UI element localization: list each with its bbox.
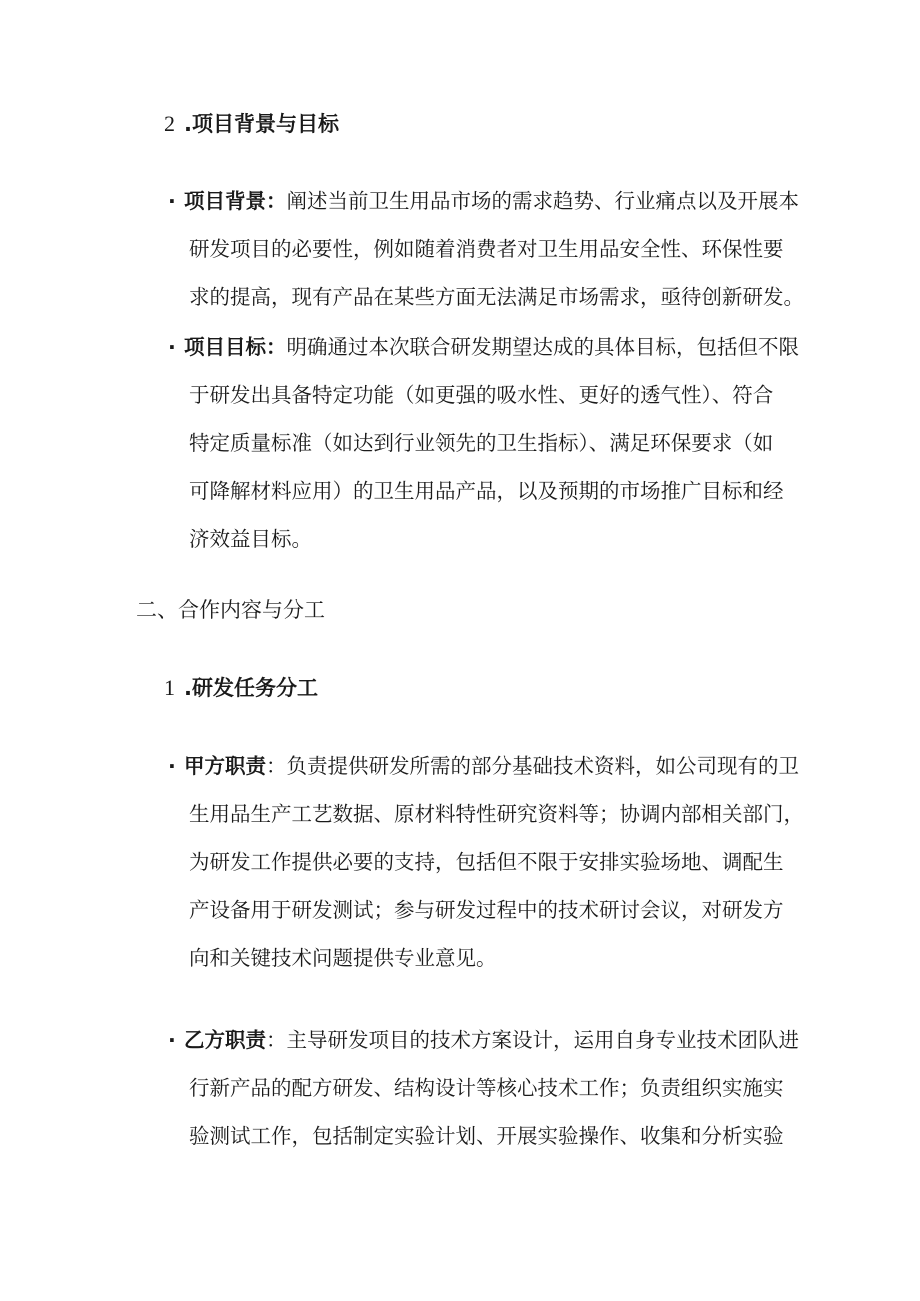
bullet-line: 验测试工作，包括制定实验计划、开展实验操作、收集和分析实验: [189, 1124, 784, 1148]
bullet-line: 研发项目的必要性，例如随着消费者对卫生用品安全性、环保性要: [189, 237, 784, 261]
heading-number: 2: [164, 111, 175, 136]
bullet-text: 明确通过本次联合研发期望达成的具体目标，包括但不限: [286, 335, 799, 359]
bullet-label: 乙方职责: [184, 1028, 266, 1052]
bullet-first-line: [168, 177, 799, 225]
bullet-first-line: [168, 1016, 799, 1064]
section-heading-task-division: [164, 674, 318, 702]
bullet-first-line: [168, 742, 799, 790]
bullet-text: ：主导研发项目的技术方案设计，运用自身专业技术团队进: [266, 1028, 799, 1052]
bullet-label: 项目目标：: [184, 335, 287, 359]
bullet-line: 可降解材料应用）的卫生用品产品，以及预期的市场推广目标和经: [189, 479, 784, 503]
bullet-line: 特定质量标准（如达到行业领先的卫生指标）、满足环保要求（如: [189, 431, 774, 455]
section-heading-background-goals: [164, 110, 339, 138]
bullet-line: 行新产品的配方研发、结构设计等核心技术工作；负责组织实施实: [189, 1076, 784, 1100]
bullet-party-b-duties: [168, 1016, 799, 1160]
bullet-line: 于研发出具备特定功能（如更强的吸水性、更好的透气性）、符合: [189, 383, 774, 407]
bullet-label: 项目背景：: [184, 189, 287, 213]
heading-number: 1: [164, 675, 175, 700]
bullet-marker: ·: [168, 754, 176, 778]
section-title-cooperation: 二、合作内容与分工: [136, 598, 325, 622]
bullet-first-line: [168, 323, 799, 371]
bullet-text: 阐述当前卫生用品市场的需求趋势、行业痛点以及开展本: [286, 189, 799, 213]
bullet-text: ：负责提供研发所需的部分基础技术资料，如公司现有的卫: [266, 754, 799, 778]
heading-title: .项目背景与目标: [184, 112, 339, 136]
bullet-marker: ·: [168, 1028, 176, 1052]
bullet-project-goal: [168, 323, 799, 563]
bullet-party-a-duties: [168, 742, 804, 982]
bullet-project-background: [168, 177, 804, 321]
bullet-label: 甲方职责: [184, 754, 266, 778]
bullet-line: 为研发工作提供必要的支持，包括但不限于安排实验场地、调配生: [189, 850, 784, 874]
bullet-line: 济效益目标。: [189, 527, 312, 551]
bullet-line: 求的提高，现有产品在某些方面无法满足市场需求，亟待创新研发。: [189, 285, 804, 309]
heading-title: .研发任务分工: [184, 676, 318, 700]
bullet-line: 生用品生产工艺数据、原材料特性研究资料等；协调内部相关部门，: [189, 802, 804, 826]
bullet-marker: ·: [168, 335, 176, 359]
bullet-line: 产设备用于研发测试；参与研发过程中的技术研讨会议，对研发方: [189, 898, 784, 922]
bullet-marker: ·: [168, 189, 176, 213]
bullet-line: 向和关键技术问题提供专业意见。: [189, 946, 497, 970]
